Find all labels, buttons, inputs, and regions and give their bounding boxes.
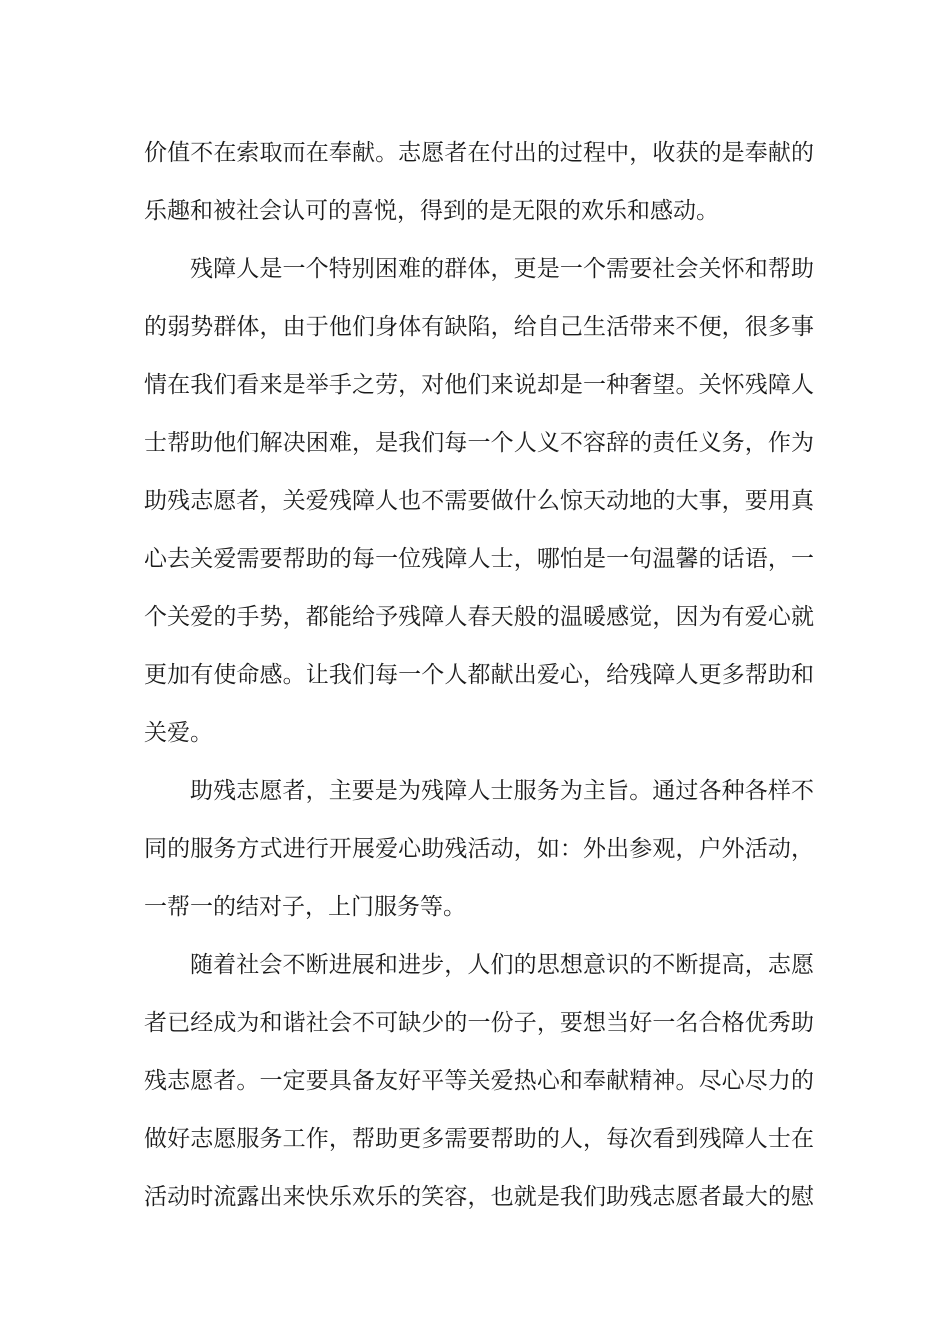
paragraph-line: 者已经成为和谐社会不可缺少的一份子，要想当好一名合格优秀助 bbox=[144, 1010, 814, 1036]
paragraph-line: 心去关爱需要帮助的每一位残障人士，哪怕是一句温馨的话语，一 bbox=[144, 546, 814, 572]
paragraph-line: 一帮一的结对子，上门服务等。 bbox=[144, 894, 466, 920]
paragraph-line: 做好志愿服务工作，帮助更多需要帮助的人，每次看到残障人士在 bbox=[144, 1126, 814, 1152]
paragraph-line: 士帮助他们解决困难，是我们每一个人义不容辞的责任义务，作为 bbox=[144, 430, 814, 456]
paragraph-line: 随着社会不断进展和进步，人们的思想意识的不断提高，志愿 bbox=[190, 952, 814, 978]
paragraph-line: 更加有使命感。让我们每一个人都献出爱心，给残障人更多帮助和 bbox=[144, 662, 814, 688]
paragraph-line: 残志愿者。一定要具备友好平等关爱热心和奉献精神。尽心尽力的 bbox=[144, 1068, 814, 1094]
paragraph-line: 助残志愿者，主要是为残障人士服务为主旨。通过各种各样不 bbox=[190, 778, 814, 804]
paragraph-line: 助残志愿者，关爱残障人也不需要做什么惊天动地的大事，要用真 bbox=[144, 488, 814, 514]
paragraph-line: 同的服务方式进行开展爱心助残活动，如：外出参观，户外活动， bbox=[144, 836, 814, 862]
document-body bbox=[144, 128, 814, 1230]
paragraph-line: 活动时流露出来快乐欢乐的笑容，也就是我们助残志愿者最大的慰 bbox=[144, 1184, 814, 1210]
paragraph-line: 残障人是一个特别困难的群体，更是一个需要社会关怀和帮助 bbox=[190, 256, 814, 282]
paragraph-line: 关爱。 bbox=[144, 720, 213, 746]
paragraph-line: 乐趣和被社会认可的喜悦，得到的是无限的欢乐和感动。 bbox=[144, 198, 719, 224]
paragraph-line: 情在我们看来是举手之劳，对他们来说却是一种奢望。关怀残障人 bbox=[144, 372, 814, 398]
paragraph-line: 价值不在索取而在奉献。志愿者在付出的过程中，收获的是奉献的 bbox=[144, 140, 814, 166]
paragraph-line: 的弱势群体，由于他们身体有缺陷，给自己生活带来不便，很多事 bbox=[144, 314, 814, 340]
paragraph-line: 个关爱的手势，都能给予残障人春天般的温暖感觉，因为有爱心就 bbox=[144, 604, 814, 630]
